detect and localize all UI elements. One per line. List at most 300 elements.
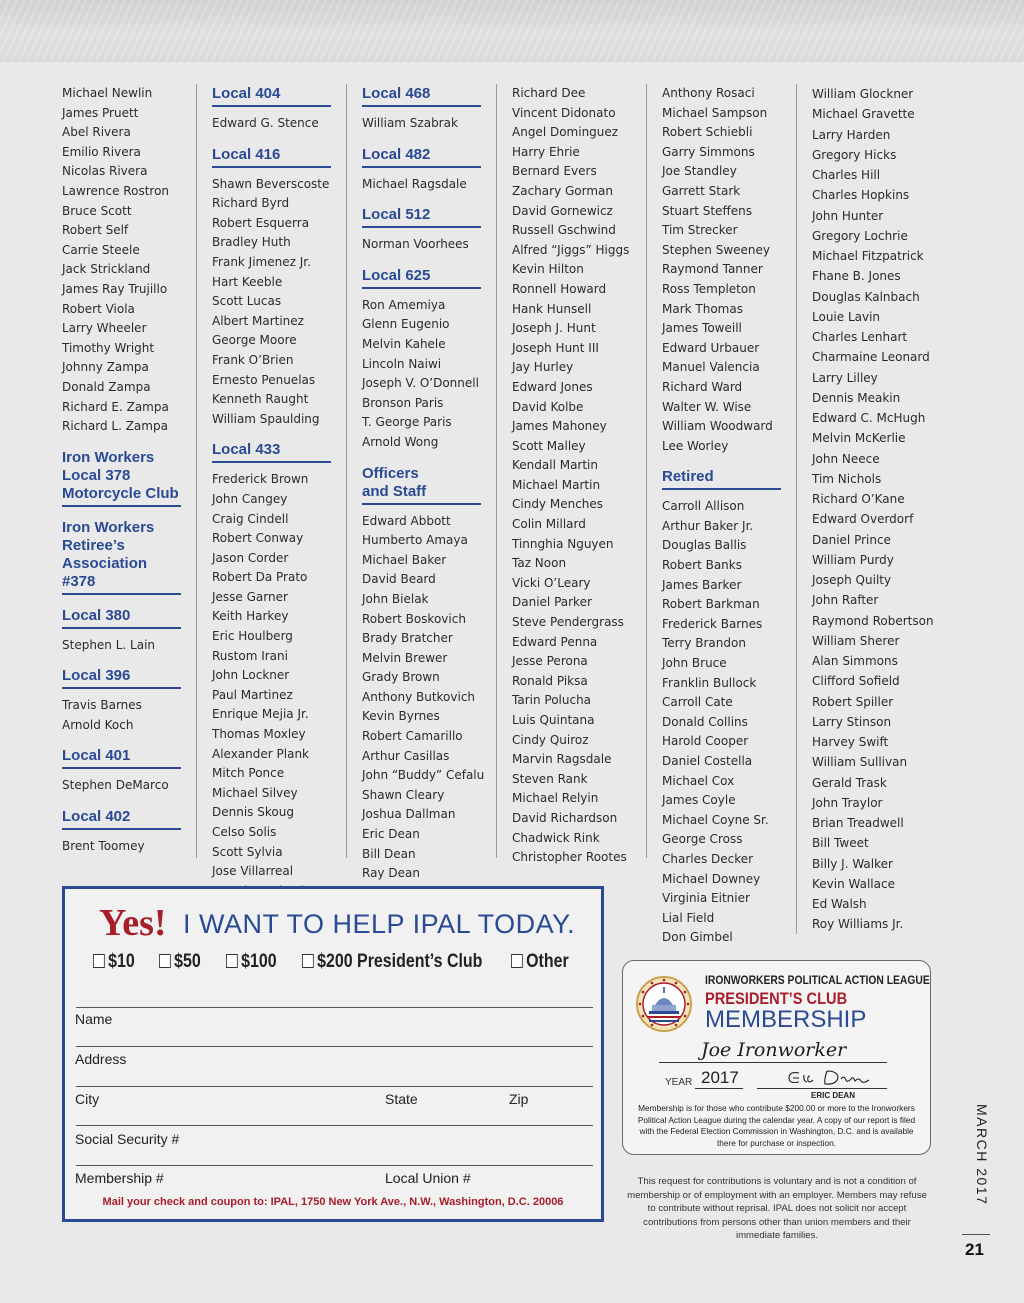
member-name: Lee Worley	[662, 438, 729, 453]
names-column-3	[362, 84, 497, 881]
member-name: Humberto Amaya	[362, 533, 468, 548]
member-name: Kevin Hilton	[512, 262, 584, 277]
member-name: Thomas Moxley	[212, 727, 306, 742]
member-name: Emilio Rivera	[62, 144, 141, 159]
member-name: John Rafter	[812, 593, 879, 608]
member-name: Paul Martinez	[212, 687, 293, 702]
member-name: Arthur Baker Jr.	[662, 518, 754, 533]
mailing-instructions: Mail your check and coupon to: IPAL, 1750 New York Ave., N.W., Washington, D.C. 20006	[102, 1196, 564, 1208]
member-name: Harry Ehrie	[512, 144, 580, 159]
section-heading-line: Local 625	[362, 266, 431, 284]
section-heading-line: Local 380	[62, 606, 131, 624]
member-name: Eric Dean	[362, 827, 420, 842]
city-field[interactable]: City	[75, 1091, 100, 1107]
amount-options	[93, 951, 603, 975]
checkbox-icon[interactable]	[93, 954, 105, 968]
signature-line	[757, 1088, 887, 1089]
member-name: Arnold Wong	[362, 434, 439, 449]
member-name: Grady Brown	[362, 670, 440, 685]
member-name: Angel Dominguez	[512, 125, 619, 140]
social-security-field[interactable]: Social Security #	[75, 1131, 180, 1147]
member-name: Scott Lucas	[212, 294, 282, 309]
member-name: Kevin Wallace	[812, 876, 895, 891]
header-banner	[0, 0, 1024, 62]
member-name: Michael Silvey	[212, 785, 298, 800]
section-heading-line: Local 468	[362, 85, 431, 102]
section-heading-line: Local 433	[212, 441, 281, 459]
member-name: Michael Newlin	[62, 86, 153, 100]
member-name: Robert Barkman	[662, 597, 760, 612]
state-field[interactable]: State	[385, 1091, 418, 1107]
member-name: Cindy Quiroz	[512, 732, 589, 747]
name-field[interactable]: Name	[75, 1011, 113, 1027]
names-column-5	[662, 84, 797, 945]
member-name: Raymond Tanner	[662, 262, 763, 277]
member-name: James Toweill	[662, 321, 742, 336]
section-heading	[62, 449, 181, 507]
section-heading-line: Retired	[662, 468, 714, 486]
member-name: Robert Conway	[212, 531, 304, 546]
member-name: Robert Esquerra	[212, 215, 310, 230]
section-heading	[212, 85, 331, 107]
member-name: Kenneth Raught	[212, 392, 309, 407]
member-name: Ron Amemiya	[362, 297, 446, 312]
member-name: Tim Strecker	[662, 223, 738, 238]
member-name: Edward Penna	[512, 634, 598, 649]
member-name: Raymond Robertson	[812, 613, 934, 628]
member-name: Brent Toomey	[62, 839, 145, 854]
member-name: Zachary Gorman	[512, 183, 613, 198]
section-heading	[62, 667, 181, 689]
member-name: Edward Overdorf	[812, 512, 914, 527]
member-name: William Glockner	[812, 87, 914, 101]
section-heading-line: Local 401	[62, 747, 131, 765]
member-name: Christopher Rootes	[512, 850, 627, 865]
member-name: Charles Hill	[812, 168, 881, 182]
member-name: Anthony Rosaci	[662, 86, 755, 100]
amount-option-10[interactable]: $10	[93, 951, 135, 973]
disclaimer-text: This request for contributions is voluntary and is not a condition of membership or of employment with an employer. Members may refuse to contribute without reprisal. IPAL does not solicit nor accept contributions from persons other than union members and their immediate families.	[627, 1176, 927, 1241]
member-name: Richard O’Kane	[812, 492, 905, 506]
section-heading-line: #378	[62, 572, 96, 590]
member-name: Robert Spiller	[812, 694, 894, 709]
section-heading	[362, 146, 481, 168]
member-name: Douglas Ballis	[662, 538, 747, 553]
member-name: Dennis Meakin	[812, 390, 901, 405]
member-name: William Purdy	[812, 552, 894, 567]
member-name: Louie Lavin	[812, 309, 881, 324]
member-name: Larry Stinson	[812, 714, 892, 729]
membership-card	[622, 960, 931, 1155]
member-name: Vincent Didonato	[512, 105, 616, 120]
checkbox-icon[interactable]	[511, 954, 523, 968]
member-name: Robert Viola	[62, 301, 135, 316]
member-name: Joseph Quilty	[812, 573, 892, 587]
member-name: Richard Dee	[512, 86, 586, 100]
section-heading	[62, 519, 181, 595]
member-name: John Bielak	[362, 591, 429, 606]
member-name: Michael Sampson	[662, 105, 768, 120]
page-number: 21	[965, 1240, 984, 1259]
member-name: James Barker	[662, 577, 742, 592]
member-name: Eric Houlberg	[212, 629, 293, 644]
member-name: Cindy Menches	[512, 497, 604, 512]
member-name: John Traylor	[812, 795, 883, 810]
member-name: Edward G. Stence	[212, 116, 319, 130]
member-name: Robert Schiebli	[662, 125, 753, 140]
member-name: Michael Baker	[362, 552, 447, 567]
member-name: Luis Quintana	[512, 713, 595, 727]
member-name: Edward C. McHugh	[812, 411, 926, 425]
card-year-label: YEAR	[665, 1077, 693, 1088]
member-name: Melvin Kahele	[362, 336, 446, 351]
member-name: Frank Jimenez Jr.	[212, 254, 311, 269]
section-heading-line: Officers	[362, 464, 419, 482]
member-name: Robert Boskovich	[362, 611, 466, 626]
section-heading	[62, 808, 181, 830]
member-name: John Hunter	[812, 208, 884, 223]
member-name: Michael Fitzpatrick	[812, 249, 924, 263]
member-name: James Ray Trujillo	[62, 281, 168, 296]
issue-date: MARCH 2017	[974, 1104, 990, 1206]
member-name: Richard Ward	[662, 379, 743, 394]
member-name: Taz Noon	[512, 556, 567, 571]
member-name: Craig Cindell	[212, 511, 289, 526]
section-heading-line: Local 378	[62, 466, 131, 484]
member-name: T. George Paris	[362, 415, 452, 430]
member-name: Kevin Byrnes	[362, 709, 440, 724]
member-name: Michael Martin	[512, 477, 601, 492]
member-name: Stephen L. Lain	[62, 637, 156, 652]
member-name: Stephen DeMarco	[62, 778, 169, 793]
signature-icon	[777, 1065, 887, 1089]
section-heading	[362, 85, 481, 107]
member-name: Walter W. Wise	[662, 399, 752, 414]
member-name: Lawrence Rostron	[62, 183, 170, 198]
member-name: Richard Byrd	[212, 196, 290, 211]
member-name: Steve Pendergrass	[512, 615, 624, 630]
member-name: Lial Field	[662, 910, 715, 925]
member-name: George Cross	[662, 832, 743, 847]
member-name: Charmaine Leonard	[812, 350, 930, 365]
card-signer: ERIC DEAN	[810, 1091, 855, 1100]
member-name: Bill Dean	[362, 846, 416, 861]
member-name: Marvin Ragsdale	[512, 752, 612, 767]
member-name: Daniel Costella	[662, 754, 753, 768]
member-name: Vicki O’Leary	[512, 575, 591, 590]
member-name: Johnny Zampa	[62, 360, 149, 375]
member-name: Joseph J. Hunt	[512, 321, 596, 336]
name-line	[659, 1062, 887, 1063]
member-name: Joseph V. O’Donnell	[362, 376, 479, 391]
member-name: Jesse Perona	[512, 654, 588, 669]
member-name: Jay Hurley	[512, 360, 574, 375]
member-name: Larry Wheeler	[62, 321, 147, 336]
member-name: Hank Hunsell	[512, 301, 592, 316]
member-name: Roy Williams Jr.	[812, 917, 904, 932]
member-name: Donald Collins	[662, 714, 748, 729]
member-name: Steven Rank	[512, 771, 588, 786]
member-name: Hart Keeble	[212, 274, 283, 289]
member-name: Donald Zampa	[62, 379, 151, 394]
member-name: Ray Dean	[362, 866, 420, 881]
member-name: John Lockner	[212, 668, 290, 683]
member-name: Carroll Allison	[662, 499, 745, 514]
section-heading	[62, 747, 181, 769]
member-name: Charles Lenhart	[812, 330, 908, 344]
member-name: Robert Da Prato	[212, 570, 308, 585]
amount-option-presidents-club[interactable]: $200 President’s Club	[302, 951, 482, 973]
member-name: Scott Sylvia	[212, 844, 283, 859]
member-name: Michael Downey	[662, 871, 761, 886]
member-name: Jesse Garner	[212, 589, 288, 604]
member-name: Harold Cooper	[662, 734, 749, 749]
coupon-title: I WANT TO HELP IPAL TODAY.	[183, 909, 576, 939]
member-name: David Beard	[362, 572, 436, 587]
form-line	[76, 1046, 593, 1047]
member-name: Douglas Kalnbach	[812, 289, 920, 304]
member-name: Ross Templeton	[662, 281, 756, 296]
member-name: Michael Ragsdale	[362, 176, 467, 191]
member-name: Norman Voorhees	[362, 237, 469, 252]
section-heading-line: Local 512	[362, 206, 431, 224]
member-name: Stuart Steffens	[662, 203, 752, 218]
section-heading-line: Local 416	[212, 145, 281, 163]
member-name: Glenn Eugenio	[362, 317, 450, 332]
member-name: Dennis Skoug	[212, 805, 294, 820]
member-name: Joseph Hunt III	[512, 340, 599, 355]
member-name: Robert Banks	[662, 558, 742, 573]
card-club-title: PRESIDENT’S CLUB	[705, 989, 848, 1008]
section-heading	[362, 206, 481, 228]
member-name: Abel Rivera	[62, 125, 131, 140]
member-name: Harvey Swift	[812, 735, 889, 749]
member-name: William Szabrak	[362, 116, 458, 130]
member-name: Alexander Plank	[212, 746, 310, 761]
member-name: Keith Harkey	[212, 609, 289, 624]
member-name: William Sherer	[812, 633, 900, 648]
coupon-yes: Yes!	[99, 902, 167, 944]
member-name: Franklin Bullock	[662, 675, 757, 690]
section-heading-line: Iron Workers	[62, 448, 155, 466]
member-name: George Moore	[212, 333, 297, 348]
card-member-name: Joe Ironworker	[701, 1039, 847, 1061]
member-name: Frank O’Brien	[212, 352, 294, 367]
member-name: Edward Urbauer	[662, 340, 760, 355]
card-year: 2017	[701, 1068, 739, 1087]
amount-option-100[interactable]: $100	[226, 951, 277, 973]
member-name: Alfred “Jiggs” Higgs	[512, 242, 630, 257]
form-line	[76, 1086, 593, 1087]
member-name: Michael Coyne Sr.	[662, 812, 769, 827]
member-name: Robert Self	[62, 223, 129, 238]
member-name: Michael Gravette	[812, 107, 915, 122]
member-name: Edward Jones	[512, 379, 593, 394]
card-membership-title: MEMBERSHIP	[705, 1006, 867, 1033]
contribution-coupon	[62, 886, 604, 1222]
member-name: Michael Relyin	[512, 791, 599, 806]
member-name: Gregory Lochrie	[812, 228, 908, 243]
member-name: Carroll Cate	[662, 695, 733, 710]
member-name: Ronald Piksa	[512, 673, 588, 688]
names-column-1	[62, 84, 197, 858]
member-name: Daniel Parker	[512, 595, 592, 610]
amount-option-other[interactable]: Other	[511, 951, 569, 973]
form-line	[76, 1125, 593, 1126]
card-note: Membership is for those who contribute $200.00 or more to the Ironworkers Political Action League during the calendar year. A copy of our report is filed with the Federal Election Commission in Washington, D.C. and is available there for purchase or inspection.	[637, 1103, 916, 1148]
member-name: Travis Barnes	[62, 698, 142, 713]
section-heading-line: Local 482	[362, 145, 431, 163]
member-name: Rustom Irani	[212, 648, 288, 663]
member-name: Edward Abbott	[362, 513, 451, 528]
member-name: David Kolbe	[512, 399, 584, 414]
member-name: Colin Millard	[512, 517, 586, 532]
member-name: Arnold Koch	[62, 717, 134, 732]
member-name: Don Gimbel	[662, 930, 733, 945]
member-name: Charles Hopkins	[812, 188, 910, 203]
member-name: Manuel Valencia	[662, 360, 760, 375]
member-name: Anthony Butkovich	[362, 689, 476, 704]
member-name: Ed Walsh	[812, 897, 867, 911]
section-heading	[212, 146, 331, 168]
member-name: David Gornewicz	[512, 203, 613, 218]
member-name: Brady Bratcher	[362, 631, 453, 646]
section-heading-line: Retiree’s	[62, 536, 125, 554]
member-name: Larry Harden	[812, 127, 891, 142]
member-name: William Sullivan	[812, 755, 908, 770]
member-name: Frederick Barnes	[662, 616, 763, 631]
member-name: Ernesto Penuelas	[212, 372, 316, 387]
member-name: Scott Malley	[512, 438, 586, 453]
member-name: Stephen Sweeney	[662, 242, 771, 257]
member-name: Bronson Paris	[362, 395, 444, 410]
member-name: Shawn Cleary	[362, 787, 445, 802]
page-number-rule	[962, 1234, 990, 1235]
member-name: Gregory Hicks	[812, 147, 897, 162]
member-name: Russell Gschwind	[512, 223, 616, 238]
section-heading-line: Local 396	[62, 667, 131, 685]
member-name: Tinnghia Nguyen	[512, 536, 614, 551]
member-name: Charles Decker	[662, 851, 754, 866]
member-name: William Spaulding	[212, 411, 320, 426]
member-name: John Bruce	[662, 656, 727, 671]
member-name: Mitch Ponce	[212, 766, 285, 781]
checkbox-icon[interactable]	[226, 954, 238, 968]
section-heading	[662, 468, 781, 490]
member-name: Richard E. Zampa	[62, 399, 169, 414]
member-name: Melvin Brewer	[362, 650, 448, 665]
section-heading	[212, 441, 331, 463]
member-name: David Richardson	[512, 810, 618, 825]
section-heading	[362, 465, 481, 505]
member-name: Lincoln Naiwi	[362, 356, 442, 371]
member-name: William Woodward	[662, 419, 773, 434]
member-name: Celso Solis	[212, 825, 277, 839]
member-name: Frederick Brown	[212, 472, 309, 487]
amount-option-50[interactable]: $50	[159, 951, 201, 973]
form-line	[76, 1165, 593, 1166]
member-name: Richard L. Zampa	[62, 419, 168, 434]
names-column-2	[212, 84, 347, 879]
member-name: Alan Simmons	[812, 654, 898, 668]
member-name: Daniel Prince	[812, 532, 891, 547]
member-name: Gerald Trask	[812, 775, 887, 790]
member-name: Chadwick Rink	[512, 830, 600, 845]
card-org-name: IRONWORKERS POLITICAL ACTION LEAGUE	[705, 973, 930, 987]
member-name: Carrie Steele	[62, 242, 140, 257]
member-name: Bernard Evers	[512, 164, 597, 179]
capitol-seal-icon	[635, 975, 693, 1033]
names-column-6	[812, 84, 962, 935]
member-name: Tarin Polucha	[512, 693, 592, 708]
section-heading	[62, 607, 181, 629]
local-union-field[interactable]: Local Union #	[385, 1170, 471, 1186]
member-name: Mark Thomas	[662, 301, 743, 316]
member-name: Larry Lilley	[812, 370, 878, 385]
section-heading	[362, 267, 481, 289]
section-heading-line: Local 402	[62, 808, 131, 826]
member-name: James Mahoney	[512, 419, 607, 434]
member-name: Garrett Stark	[662, 183, 741, 198]
member-name: Robert Camarillo	[362, 729, 463, 744]
member-name: Billy J. Walker	[812, 856, 893, 871]
section-heading-line: Iron Workers	[62, 518, 155, 536]
member-name: Virginia Eitnier	[662, 891, 750, 906]
member-name: Tim Nichols	[812, 471, 882, 486]
member-name: Joe Standley	[662, 164, 737, 179]
member-name: Jose Villarreal	[212, 864, 294, 879]
member-name: Enrique Mejia Jr.	[212, 707, 309, 722]
member-name: John “Buddy” Cefalu	[362, 768, 485, 783]
member-name: Arthur Casillas	[362, 748, 450, 763]
member-name: James Pruett	[62, 105, 139, 120]
section-heading-line: and Staff	[362, 482, 427, 500]
section-heading-line: Local 404	[212, 85, 281, 102]
member-name: Shawn Beverscoste	[212, 176, 330, 191]
membership-number-field[interactable]: Membership #	[75, 1170, 164, 1186]
member-name: Jason Corder	[212, 550, 289, 565]
zip-field[interactable]: Zip	[509, 1091, 529, 1107]
member-name: Timothy Wright	[62, 340, 155, 355]
checkbox-icon[interactable]	[302, 954, 314, 968]
member-name: Bruce Scott	[62, 203, 132, 218]
section-heading-line: Motorcycle Club	[62, 484, 179, 502]
checkbox-icon[interactable]	[159, 954, 171, 968]
member-name: Clifford Sofield	[812, 674, 900, 689]
year-line	[695, 1088, 743, 1089]
member-name: Joshua Dallman	[362, 807, 456, 822]
member-name: Albert Martinez	[212, 313, 304, 328]
member-name: Terry Brandon	[662, 636, 746, 651]
member-name: Ronnell Howard	[512, 281, 607, 296]
member-name: Bill Tweet	[812, 836, 869, 851]
member-name: John Neece	[812, 451, 880, 466]
member-name: Jack Strickland	[62, 262, 151, 277]
form-line	[76, 1007, 593, 1008]
names-column-4	[512, 84, 647, 865]
member-name: James Coyle	[662, 793, 736, 808]
member-name: Michael Cox	[662, 773, 735, 788]
member-name: Brian Treadwell	[812, 816, 904, 830]
section-heading-line: Association	[62, 554, 148, 572]
member-name: Kendall Martin	[512, 458, 598, 473]
member-name: Melvin McKerlie	[812, 431, 906, 446]
member-name: John Cangey	[212, 491, 288, 506]
member-name: Nicolas Rivera	[62, 164, 148, 179]
member-name: Garry Simmons	[662, 144, 755, 159]
address-field[interactable]: Address	[75, 1051, 127, 1067]
member-name: Bradley Huth	[212, 235, 291, 250]
